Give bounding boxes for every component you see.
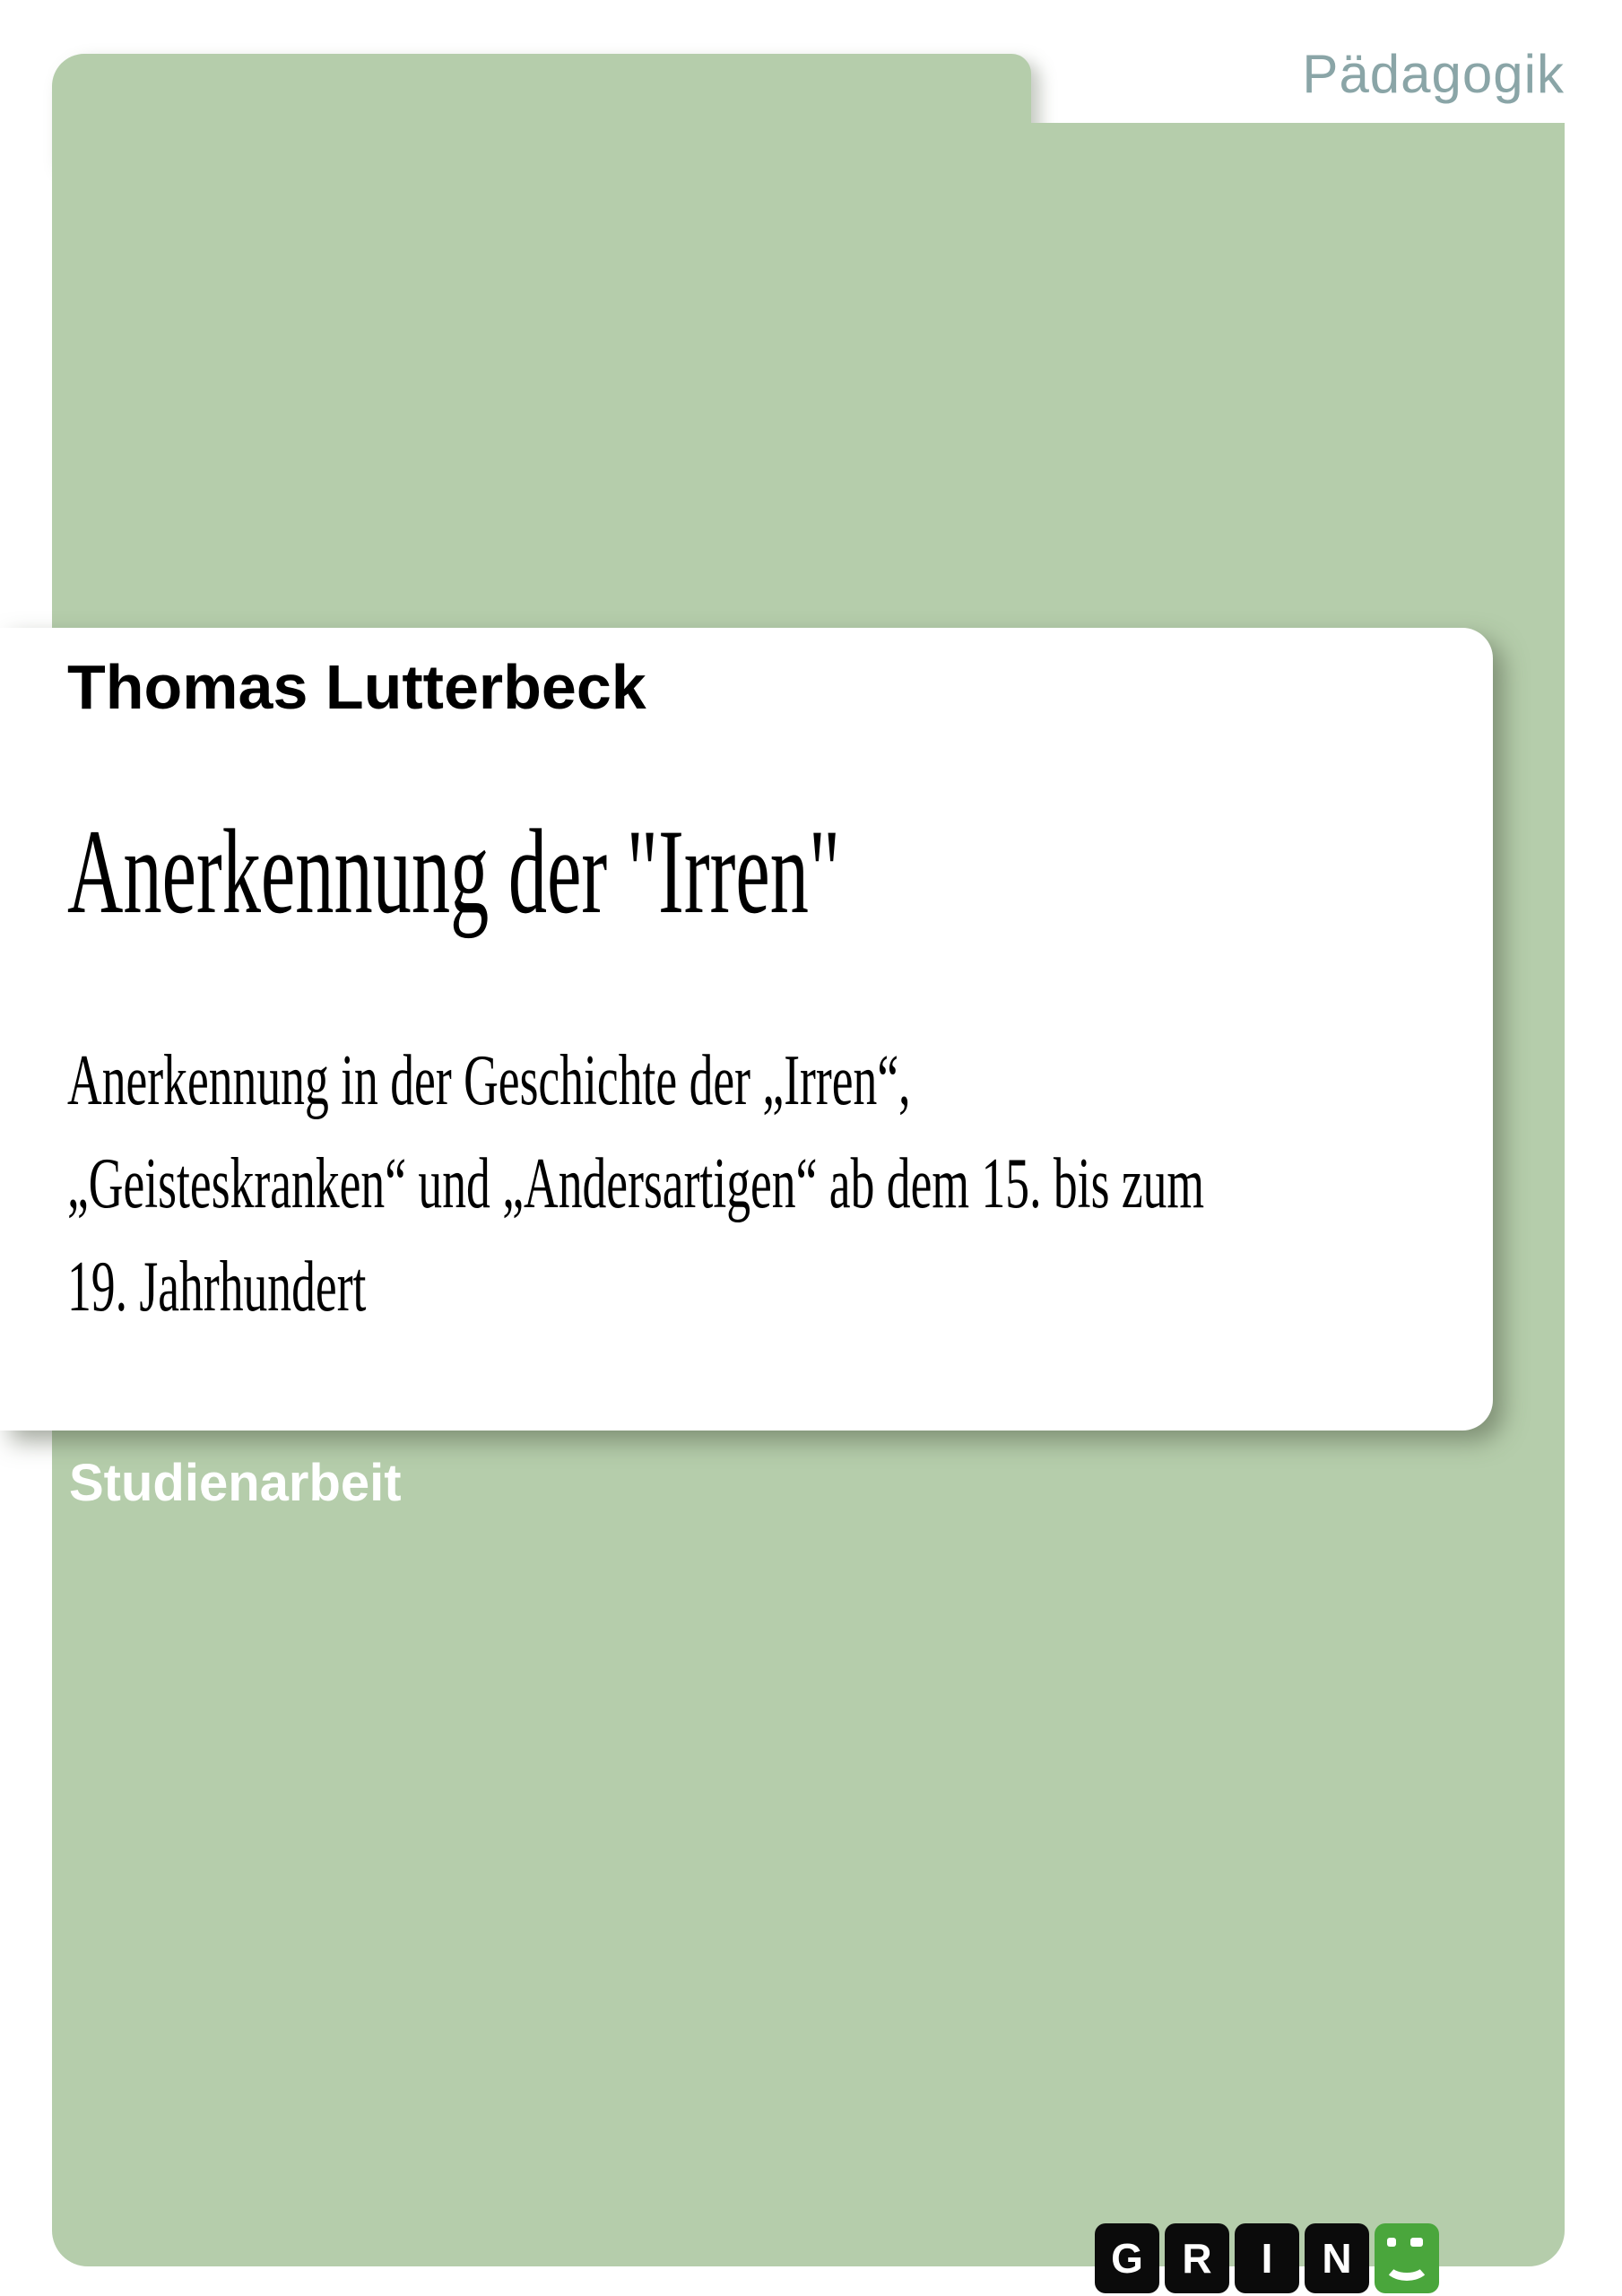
grin-logo-letter-g: G (1095, 2223, 1159, 2293)
title-card (0, 628, 1493, 1431)
subtitle-line: Anerkennung in der Geschichte der „Irren“, (67, 1041, 911, 1120)
grin-logo-letter-i: I (1235, 2223, 1299, 2293)
grin-logo-letter-n: N (1305, 2223, 1369, 2293)
category-label: Pädagogik (1302, 44, 1565, 104)
smiley-left-eye (1387, 2238, 1396, 2247)
document-type-label: Studienarbeit (69, 1454, 402, 1512)
subtitle-line: „Geisteskranken“ und „Andersartigen“ ab dem 15. bis zum (67, 1144, 1205, 1223)
grin-logo (1095, 2223, 1439, 2293)
book-subtitle (67, 1030, 1204, 1339)
subtitle-line: 19. Jahrhundert (67, 1248, 367, 1326)
smiley-right-eye (1410, 2238, 1423, 2247)
grin-logo-letter-r: R (1165, 2223, 1229, 2293)
smiley-mouth (1383, 2248, 1430, 2281)
grin-smiley-icon (1375, 2223, 1439, 2293)
book-title: Anerkennung der "Irren" (67, 805, 841, 939)
author-name: Thomas Lutterbeck (67, 652, 646, 722)
